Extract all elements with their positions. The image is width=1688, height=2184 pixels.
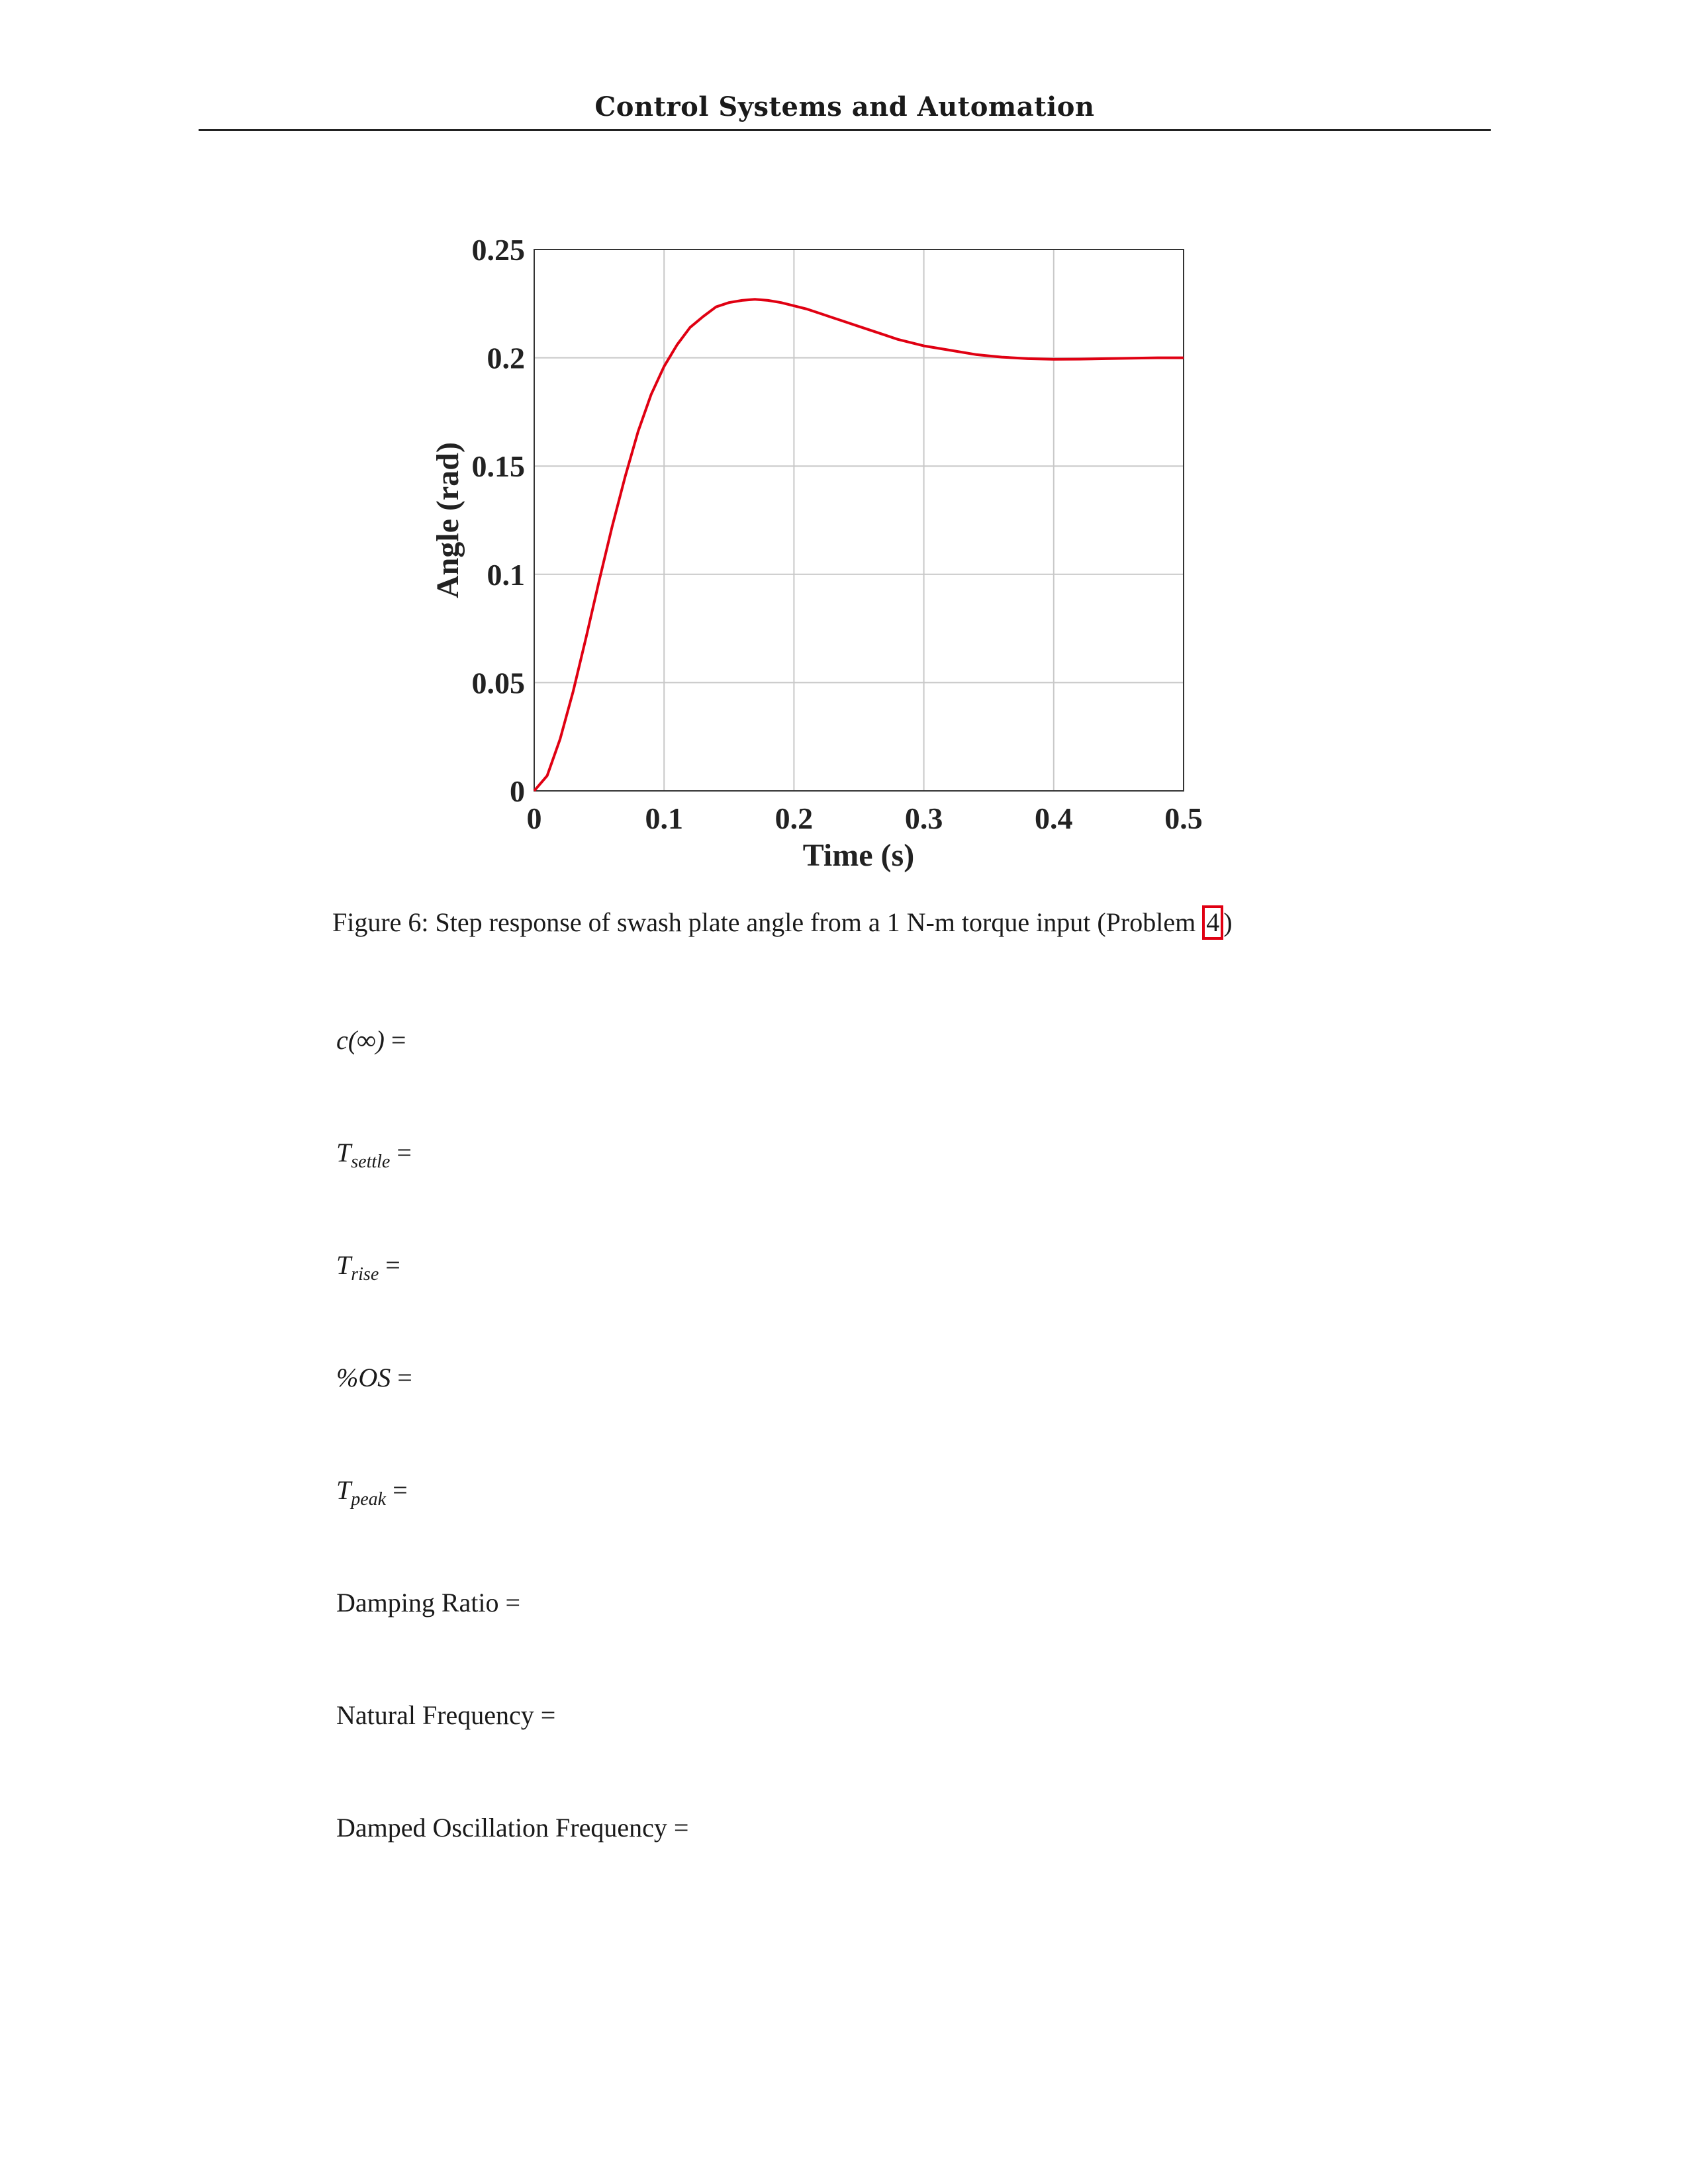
field-natural-frequency bbox=[336, 1700, 555, 1731]
plot-frame bbox=[534, 250, 1184, 791]
damping-ratio-label: Damping Ratio bbox=[336, 1588, 499, 1617]
y-tick-label: 0.15 bbox=[471, 449, 525, 484]
field-peak-time bbox=[336, 1475, 408, 1510]
step-response-chart bbox=[0, 0, 1688, 893]
peak-time-subscript: peak bbox=[351, 1489, 387, 1510]
problem-reference-link[interactable]: 4 bbox=[1202, 905, 1223, 940]
equals-sign: = bbox=[505, 1588, 521, 1617]
x-tick-labels bbox=[527, 801, 1203, 835]
x-tick-label: 0.2 bbox=[774, 801, 814, 835]
field-final-value bbox=[336, 1024, 406, 1056]
y-tick-label: 0.2 bbox=[487, 341, 525, 375]
equals-sign: = bbox=[385, 1250, 400, 1280]
equals-sign: = bbox=[540, 1700, 556, 1730]
equals-sign: = bbox=[673, 1813, 689, 1843]
x-tick-label: 0 bbox=[526, 801, 542, 835]
caption-text: Figure 6: Step response of swash plate angle from a 1 N-m torque input (Problem bbox=[332, 907, 1203, 937]
figure-caption bbox=[332, 905, 1233, 940]
y-tick-label: 0.05 bbox=[471, 666, 525, 700]
field-damping-ratio bbox=[336, 1587, 520, 1618]
equals-sign: = bbox=[397, 1138, 412, 1167]
equals-sign: = bbox=[397, 1363, 412, 1392]
y-tick-label: 0.25 bbox=[471, 233, 525, 267]
field-damped-frequency bbox=[336, 1812, 688, 1843]
y-tick-label: 0.1 bbox=[487, 557, 525, 592]
rise-time-subscript: rise bbox=[351, 1264, 379, 1285]
peak-time-symbol: T bbox=[336, 1475, 352, 1505]
x-tick-label: 0.4 bbox=[1035, 801, 1073, 835]
series-line-step-response bbox=[534, 299, 1184, 791]
damped-frequency-label: Damped Oscillation Frequency bbox=[336, 1813, 667, 1843]
page-header: Control Systems and Automation bbox=[594, 91, 1095, 122]
field-percent-overshoot bbox=[336, 1362, 412, 1393]
final-value-symbol: c(∞) bbox=[336, 1025, 385, 1055]
natural-frequency-label: Natural Frequency bbox=[336, 1700, 534, 1730]
percent-overshoot-symbol: %OS bbox=[336, 1363, 391, 1392]
settling-time-subscript: settle bbox=[351, 1152, 391, 1172]
field-rise-time bbox=[336, 1250, 400, 1285]
x-tick-label: 0.5 bbox=[1164, 801, 1203, 835]
equals-sign: = bbox=[391, 1025, 406, 1055]
field-settling-time bbox=[336, 1137, 412, 1173]
settling-time-symbol: T bbox=[336, 1138, 352, 1167]
x-axis-label: Time (s) bbox=[802, 838, 915, 873]
x-tick-label: 0.3 bbox=[904, 801, 943, 835]
caption-close: ) bbox=[1223, 907, 1233, 937]
y-axis-label: Angle (rad) bbox=[430, 442, 465, 598]
equals-sign: = bbox=[393, 1475, 408, 1505]
rise-time-symbol: T bbox=[336, 1250, 352, 1280]
grid-lines bbox=[534, 250, 1184, 791]
y-tick-label: 0 bbox=[510, 774, 525, 808]
x-tick-label: 0.1 bbox=[645, 801, 683, 835]
y-tick-labels bbox=[472, 233, 526, 808]
